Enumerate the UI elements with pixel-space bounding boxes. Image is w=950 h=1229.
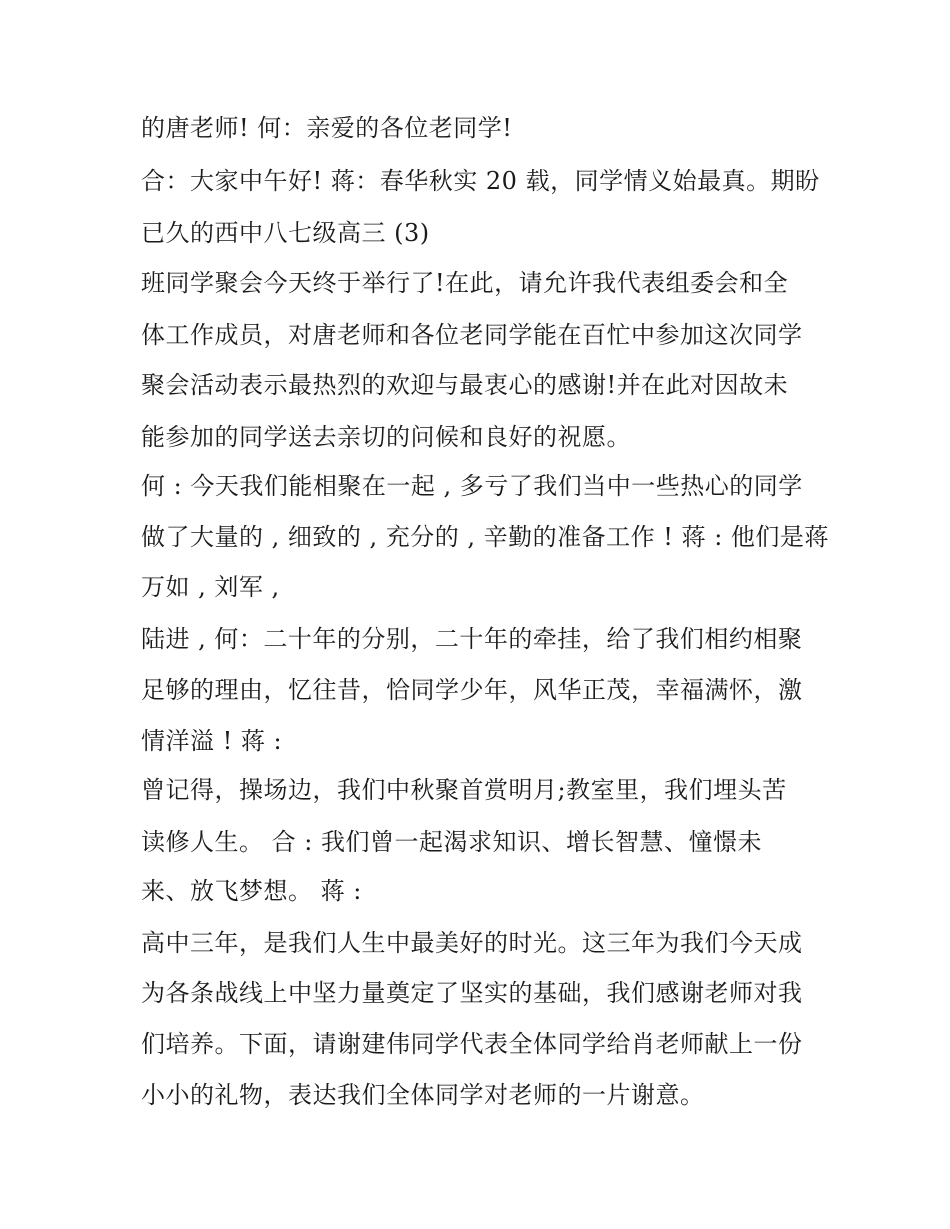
text-line: 合：大家中午好! 蒋：春华秋实 20 载，同学情义始最真。期盼: [141, 167, 820, 195]
text-line: 来、放飞梦想。 蒋 :: [141, 877, 362, 905]
text-line: 情洋溢 ! 蒋 :: [141, 727, 283, 755]
text-line: 做了大量的 , 细致的 , 充分的 , 辛勤的准备工作 ! 蒋 : 他们是蒋: [141, 523, 829, 551]
text-line: 们培养。下面，请谢建伟同学代表全体同学给肖老师献上一份: [141, 1030, 803, 1058]
text-line: 曾记得，操场边，我们中秋聚首赏明月;教室里，我们埋头苦: [141, 776, 787, 804]
text-line: 聚会活动表示最热烈的欢迎与最衷心的感谢!并在此对因故未: [141, 371, 789, 399]
text-line: 班同学聚会今天终于举行了!在此，请允许我代表组委会和全: [141, 269, 789, 297]
text-line: 体工作成员，对唐老师和各位老同学能在百忙中参加这次同学: [141, 321, 803, 349]
text-line: 读修人生。 合 : 我们曾一起渴求知识、增长智慧、憧憬未: [141, 828, 762, 856]
text-line: 能参加的同学送去亲切的问候和良好的祝愿。: [141, 423, 631, 451]
text-line: 小小的礼物，表达我们全体同学对老师的一片谢意。: [141, 1081, 705, 1109]
text-line: 万如 , 刘军 ,: [141, 573, 280, 601]
text-line: 足够的理由，忆往昔，恰同学少年，风华正茂，幸福满怀，激: [141, 676, 803, 704]
text-line: 已久的西中八七级高三 (3): [141, 219, 430, 247]
text-line: 高中三年，是我们人生中最美好的时光。这三年为我们今天成: [141, 929, 803, 957]
text-line: 何 : 今天我们能相聚在一起 , 多亏了我们当中一些热心的同学: [141, 472, 803, 500]
text-line: 陆进 , 何：二十年的分别，二十年的牵挂，给了我们相约相聚: [141, 625, 803, 653]
text-line: 的唐老师! 何：亲爱的各位老同学!: [141, 114, 513, 142]
text-line: 为各条战线上中坚力量奠定了坚实的基础，我们感谢老师对我: [141, 979, 803, 1007]
